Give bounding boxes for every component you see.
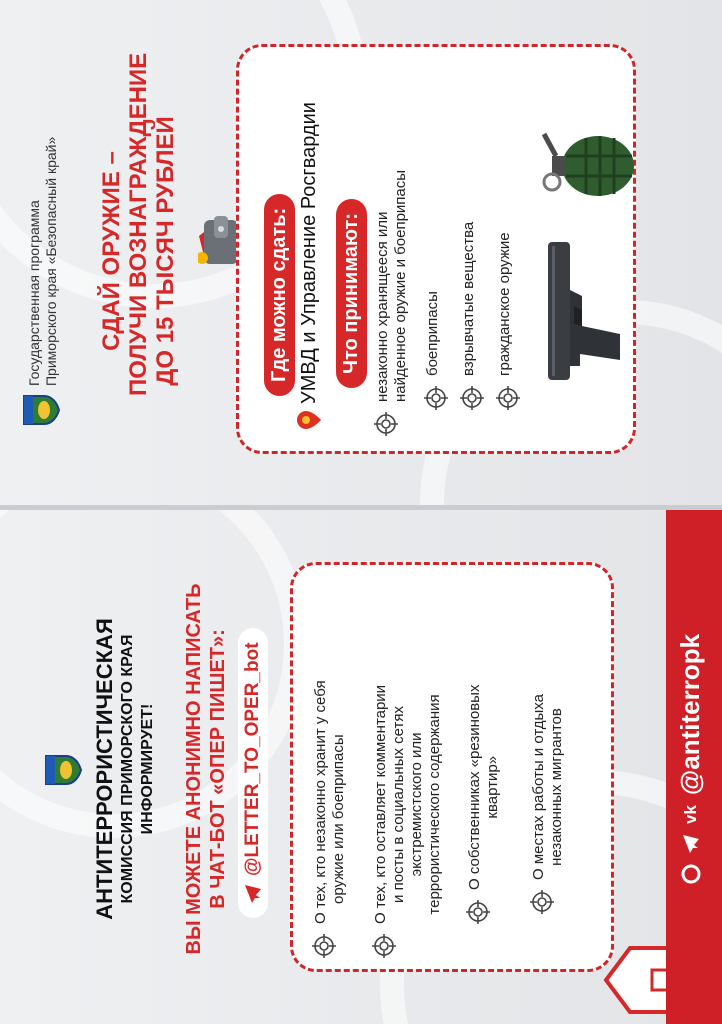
anonymous-headline (182, 574, 230, 964)
crosshair-icon (496, 386, 520, 410)
accept-item-line: найденное оружие и боеприпасы (392, 169, 409, 402)
where-label: Где можно сдать: (264, 194, 295, 396)
accept-item-civil-weapons (496, 232, 520, 410)
title-line-1: АНТИТЕРРОРИСТИЧЕСКАЯ (92, 618, 117, 920)
program-title (26, 137, 60, 386)
crosshair-icon (424, 386, 448, 410)
program-line-1: Государственная программа (26, 200, 42, 386)
primorsky-crest-icon (22, 394, 60, 426)
topic-line: О местах работы и отдыха (530, 694, 547, 880)
crosshair-icon (530, 890, 554, 914)
pistol-icon (540, 236, 624, 386)
topic-line: квартир» (484, 755, 501, 819)
commission-title (92, 574, 158, 964)
program-line-2: Приморского края «Безопасный край» (43, 136, 59, 386)
crosshair-icon (460, 386, 484, 410)
headline-line-1: СДАЙ ОРУЖИЕ – (98, 151, 125, 351)
topic-line: оружие или боеприпасы (330, 734, 347, 904)
bot-handle-chip[interactable] (238, 628, 268, 918)
vk-icon[interactable]: vk (680, 805, 700, 824)
location-pin-icon (296, 410, 322, 430)
crosshair-icon (312, 934, 336, 958)
antiterror-content (0, 510, 722, 1024)
crosshair-icon (374, 412, 398, 436)
anon-line-2: В ЧАТ-БОТ «ОПЕР ПИШЕТ»: (207, 629, 229, 909)
antiterror-page (0, 510, 722, 1024)
primorsky-crest-icon (44, 754, 82, 786)
topic-illegal-migrants (530, 694, 566, 914)
topic-line: О собственниках «резиновых (466, 684, 483, 890)
topic-rubber-apartments (466, 685, 502, 924)
telegram-icon[interactable] (682, 834, 700, 854)
topic-line: О тех, кто незаконно хранит у себя (312, 680, 329, 924)
anon-line-1: ВЫ МОЖЕТЕ АНОНИМНО НАПИСАТЬ (183, 583, 205, 955)
crosshair-icon (372, 934, 396, 958)
topic-extremist-posts (372, 685, 444, 958)
telegram-icon (244, 884, 262, 904)
title-line-2: КОМИССИЯ ПРИМОРСКОГО КРАЯ (119, 634, 136, 904)
bot-handle[interactable]: @LETTER_TO_OPER_bot (242, 642, 263, 876)
topic-weapons (312, 680, 348, 958)
accept-item-line: незаконно хранящееся или (374, 211, 391, 402)
crosshair-icon (466, 900, 490, 924)
accept-label: Что принимают: (336, 199, 367, 388)
topic-line: О тех, кто оставляет комментарии (372, 684, 389, 924)
accept-item-illegal-weapons (374, 170, 410, 436)
headline (98, 52, 179, 396)
accept-item-text: взрывчатые вещества (460, 221, 477, 376)
headline-line-2: ПОЛУЧИ ВОЗНАГРАЖДЕНИЕ (125, 52, 152, 396)
social-links[interactable] (675, 634, 706, 884)
accept-item-text: гражданское оружие (496, 232, 513, 376)
topic-line: экстремистского или (408, 732, 425, 877)
accept-item-ammo (424, 291, 448, 410)
weapon-handover-content (0, 0, 722, 506)
where-value: УМВД и Управление Росгвардии (298, 102, 320, 404)
accept-item-text: боеприпасы (424, 291, 441, 376)
social-handle[interactable]: @antiterropk (675, 633, 705, 796)
topic-line: террористического содержания (426, 694, 443, 915)
headline-line-3: ДО 15 ТЫСЯЧ РУБЛЕЙ (152, 116, 179, 386)
title-line-3: ИНФОРМИРУЕТ! (139, 703, 156, 835)
weapon-handover-page (0, 0, 722, 506)
grenade-icon (540, 126, 640, 206)
accept-item-explosives (460, 222, 484, 410)
topic-line: и посты в социальных сетях (390, 706, 407, 903)
ok-icon[interactable] (681, 864, 701, 884)
topic-line: незаконных мигрантов (548, 708, 565, 866)
